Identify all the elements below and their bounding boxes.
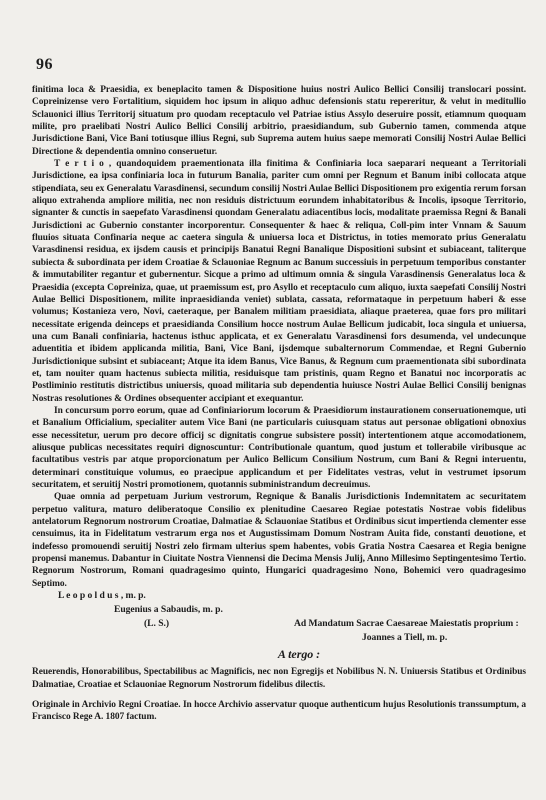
signature-row-tiell — [32, 632, 526, 646]
paragraph-tertio: T e r t i o , quandoquidem praementionata illa finitima & Confiniaria loca saeparari nequeant a Territoriali Jurisdictione, ea ipsa confiniaria loca in futurum Banalia, pariter cum omni per Regnum et Banum inibi collocata atque stipendiata, seu ex Generalatu Varasdinensi, secundum consilij Nostri Aulae Bellici Dispositionem pro exigentia rerum forsan aliquo extrahenda ampliore militia, nec non residuis districtuum eorundem inhabitatoribus & Incolis, ipsoque Territorio, signanter & cunctis in saepefato Varasdinensi quondam Generalatu adiacentibus locis, modalitate praemissa Regni & Banali Jurisdictioni ac Gubernio constanter incorporentur. Consequenter & haec & reliqua, Coll-pim inter Vnnam & Sauum fluuios situata Confinaria neque ac caetera singula & uniuersa loca et Districtus, in toties memorato prius Generalatu Varasdinensi residua, ex ijsdem causis et principijs Banatui Regni Banalique Dispositioni subsint et subiaceant, taliterque subiecta & subordinata per idem Croatiae & Sclauoniae Regnum ac Banum successiuis in perpetuum temporibus constanter & immutabiliter regantur et gubernentur. Sicque a primo ad ultimum omnia & singula Varasdinensis Generalatus loca & Praesidia (excepta Copreiniza, quae, ut praemissum est, pro Asyllo et receptaculo cum aliquo, iuxta saepefati Consilij Nostri Aulae Bellici Dispositionem, milite inpraesidianda veniet) sublata, cassata, reformataque in perpetuum haberi & esse volumus; Kostanieza vero, Novi, caeteraque, per Banalem militiam praesidiata, aliaque praeterea, quae fors pro militari necessitate erigenda deinceps et praesidianda Consilium hocce nostrum Aulae Bellicum judicabit, loca singula et uniuersa, una cum Banali confiniaria, hactenus isthuc applicata, et ex Generalatu Varasdinensi fors desumenda, vel undecunque aduentitia et ibidem applicanda militia, Bani, Vice Bani, ijsdemque subalternorum Commendae, et Regni Gubernio Jurisdictionique subsint et subiaceant; Atque ita idem Banus, Vice Banus, & Regnum cum praementionata sibi subordinata et, tam nouiter quam hactenus subiecta militia, residuisque tam pristinis, quam Regno et Banatui noc incorporatis ac Postliminio restitutis districtibus uniuersis, quoad militaria sub dependentia huiusce Nostri Aulae Bellici Consilij benignas Nostras resolutiones & Ordines obsequenter accipiant et exequantur. — [32, 159, 526, 404]
address-paragraph: Reuerendis, Honorabilibus, Spectabilibus ac Magnificis, nec non Egregijs et Nobilibus N. N. Uniuersis Statibus et Ordinibus Dalmatiae, Croatiae et Sclauoniae Regnorum Nostrorum fidelibus dilectis. — [32, 667, 526, 690]
signature-eugenius: Eugenius a Sabaudis, m. p. — [114, 604, 223, 616]
signature-row-eugenius — [32, 604, 526, 618]
document-body — [32, 84, 526, 724]
seal-mark: (L. S.) — [144, 618, 169, 630]
paragraph-quae-omnia: Quae omnia ad perpetuam Jurium vestrorum, Regnique & Banalis Jurisdictionis Indemnitatem ac securitatem perpetuo valitura, maturo deliberatoque Consilio ex plenitudine Caesareo Regiae potestatis Nostrae vobis fidelibus antelatorum Regnorum nostrorum Croatiae, Dalmatiae & Sclauoniae Statibus et Ordinibus sicut impertienda clementer esse censuimus, ita in Fidelitatum vestrarum erga nos et Augustissimam Domum Nostram Auita fide, constanti deuotione, et indefesso promouendi seruitij Nostri zelo firmam ulterius spem habentes, vobis Gratia Nostra Caesarea et Regia benigne propensi manemus. Dabantur in Ciuitate Nostra Viennensi die Decima Mensis Julij, Anno Millesimo Septingentesimo Tertio. Regnorum Nostrorum, Romani quadragesimo quinto, Hungarici quadragesimo Nono, Bohemici vero quadragesimo Septimo. — [32, 492, 526, 589]
paragraph-concursum: In concursum porro eorum, quae ad Confiniariorum locorum & Praesidiorum instaurationem conseruationemque, uti et Banalium Officialium, specialiter autem Vice Bani (ne particularis cuiusquam status aut personae obligationi obnoxius esse necessitetur, uerum pro decore officij sc dignitatis congrue subsistere possit) intertentionem atque accomodationem, aliusque publicas necessitates requiri dignoscuntur: Contributionale quantum, quod justum et tollerabile viribusque ac facultatibus vestris par atque proporcionatum per Aulico Bellicum Consilium Nostrum, cum Bani & Regni interuentu, determinari constituique volumus, eo praecipue applicandum et per Fidelitates vestras, velut in vestrumet ipsorum securitatem, et seruitij Nostri promotionem, quotannis subministrandum decreuimus. — [32, 405, 526, 490]
signature-row-leopoldus — [32, 590, 526, 604]
page-number: 96 — [36, 56, 53, 73]
signature-leopoldus: L e o p o l d u s , m. p. — [58, 590, 146, 602]
paragraph-1: finitima loca & Praesidia, ex beneplacito tamen & Dispositione huius nostri Aulico Bellici Consilij translocari possint. Copreinizense vero Fortalitium, siquidem hoc ipsum in aliquo adhuc defensionis statu repereritur, & velut in meditullio Sclauonici illius Territorij situatum pro quodam receptaculo vel Patriae istius Assylo deseruire possit, etiamnum quoquam milite, pro praelibati Nostri Aulico Bellici Consilij arbitrio, praesidiandum, sub Gubernio tamen, commenda atque Jurisdictione Bani, Vice Bani totiusque illius Regni, sub Suprema autem huius saepe memorati Consilij Nostri Aulae Bellici Directione & dependentia omnino conseruetur. — [32, 85, 526, 157]
tergo-heading: A tergo : — [277, 647, 321, 662]
signature-tiell: Joannes a Tiell, m. p. — [362, 632, 448, 644]
original-note: Originale in Archivio Regni Croatiae. In hocce Archivio asservatur quoque authenticum hujus Resolutionis transsumptum, a Francisco Rege A. 1807 factum. — [32, 700, 526, 723]
signature-mandatum: Ad Mandatum Sacrae Caesareae Maiestatis proprium : — [294, 618, 519, 630]
signature-row-seal — [32, 618, 526, 632]
